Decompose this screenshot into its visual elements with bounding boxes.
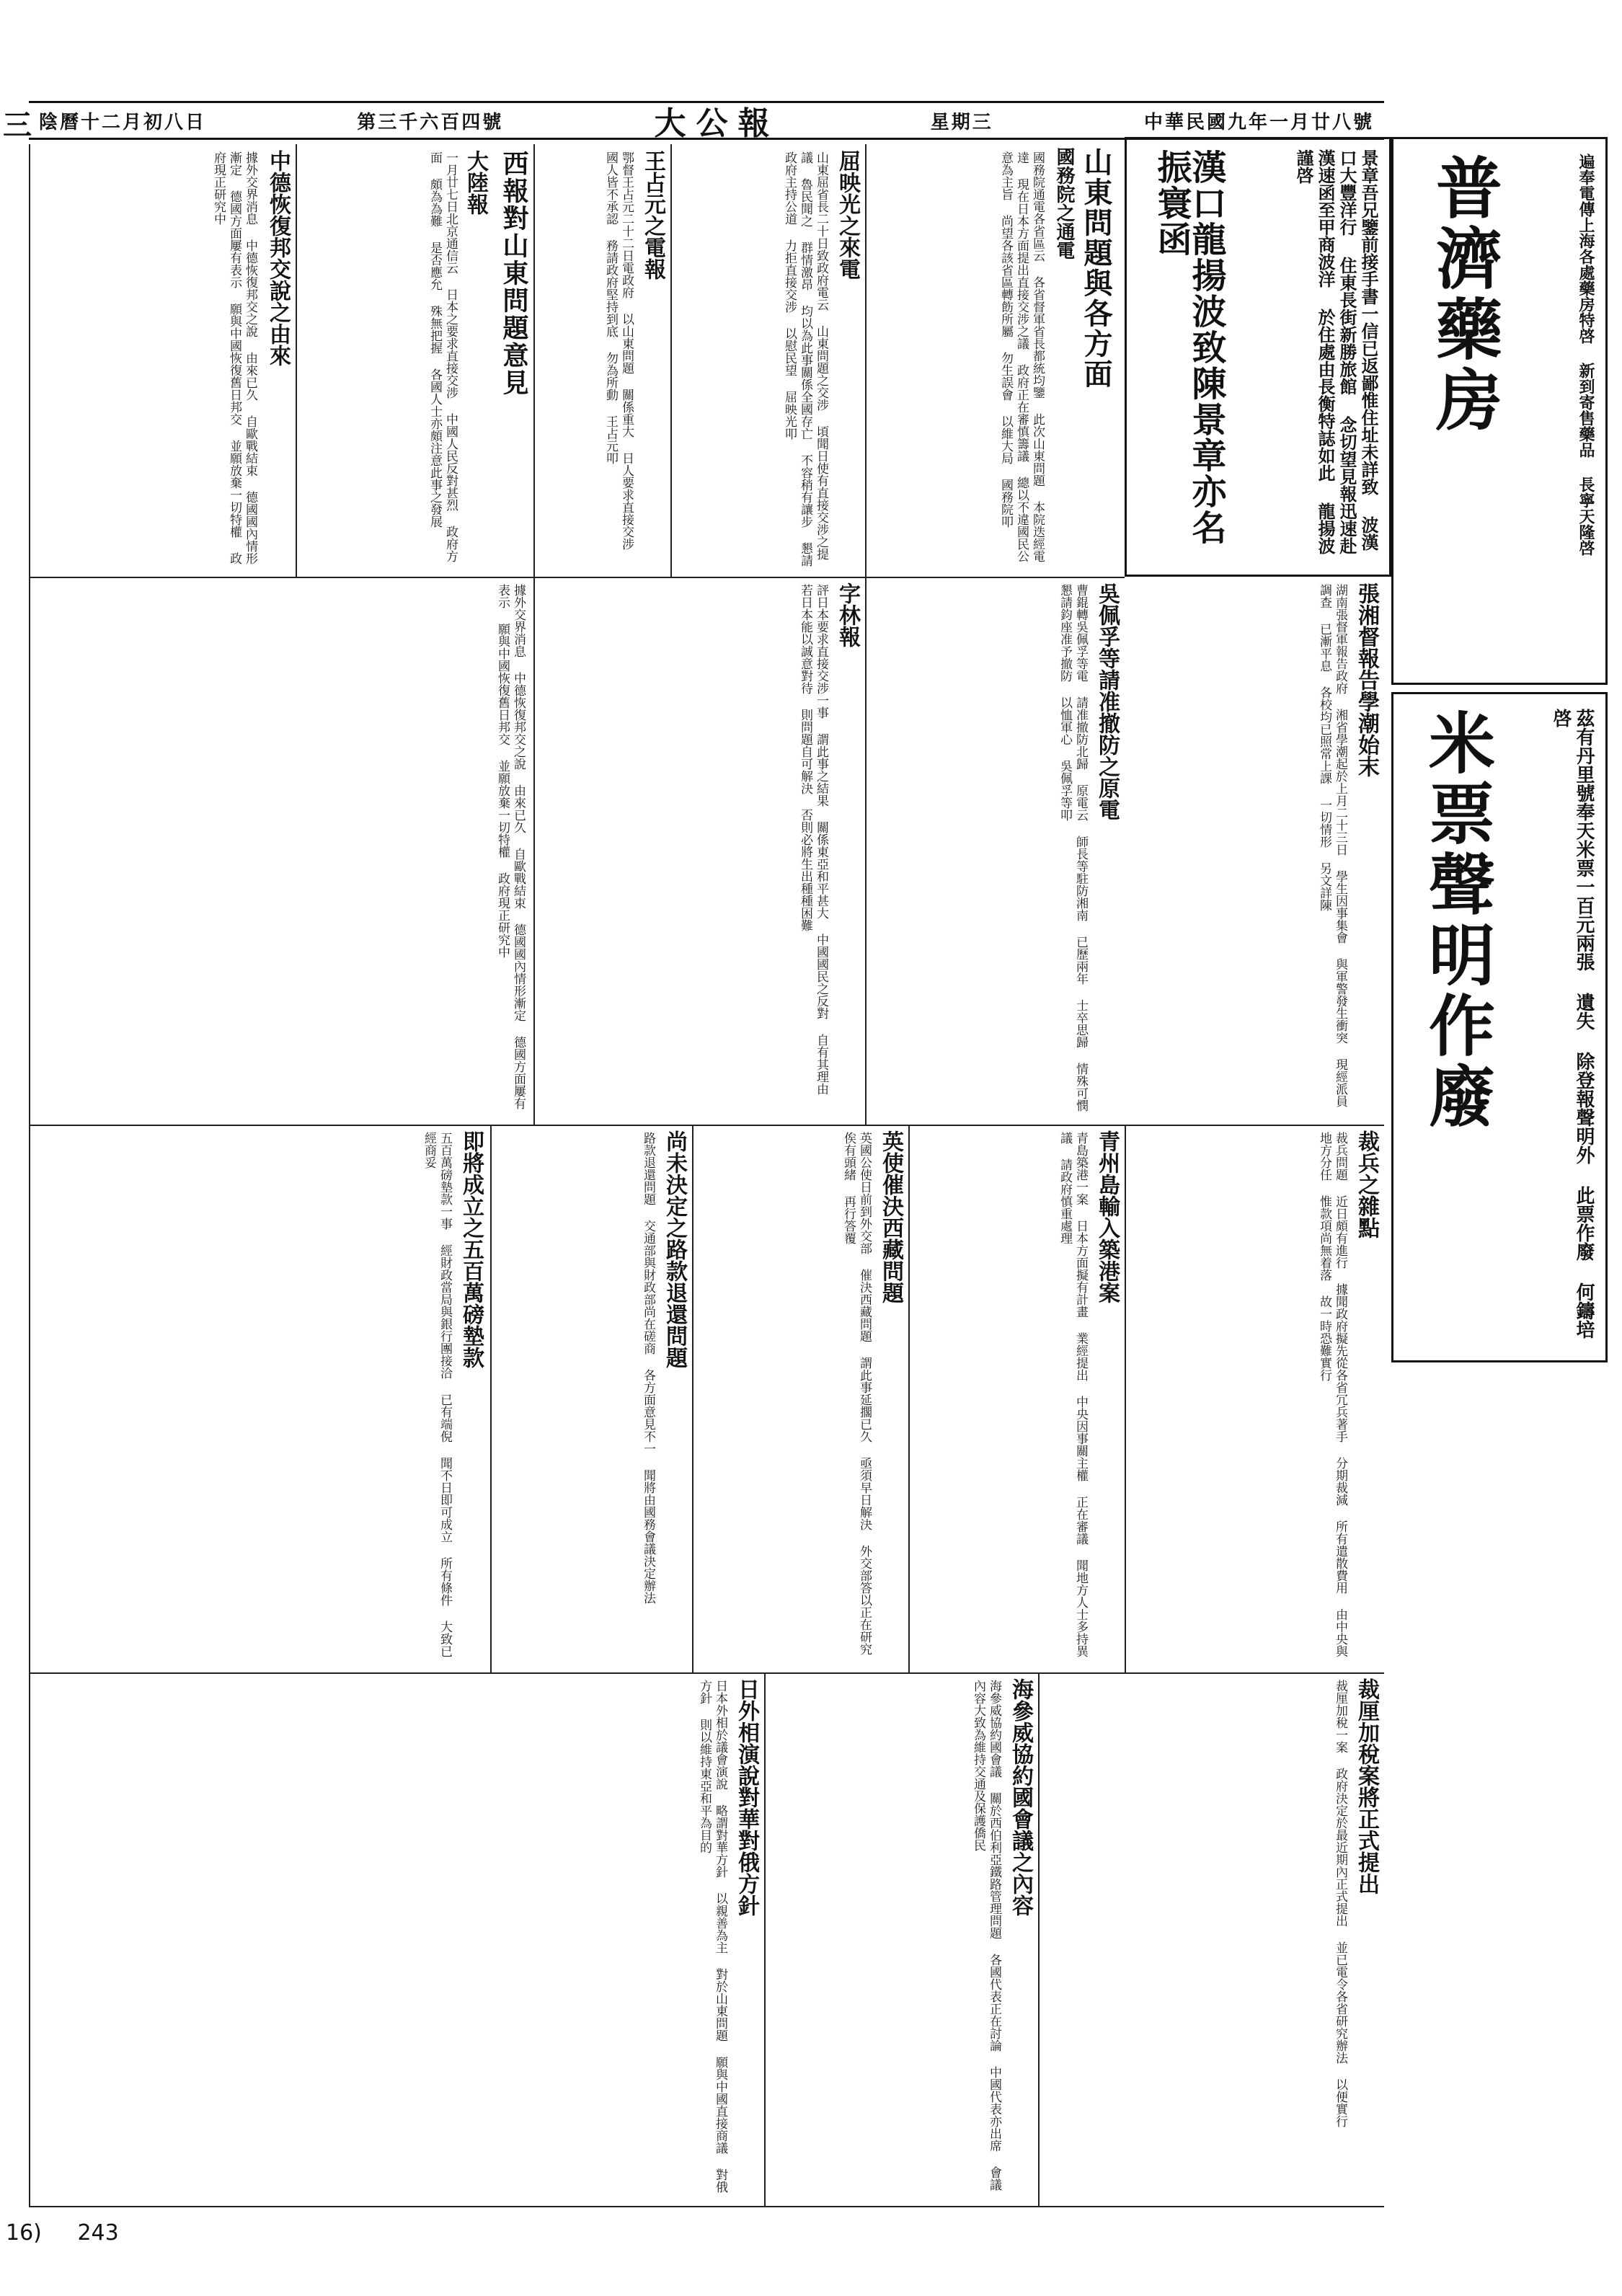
ad-top-right (1391, 137, 1608, 685)
article-headline: 裁厘加稅案將正式提出 (1354, 1678, 1379, 1894)
ad-title-pharmacy: 普濟藥房 (1425, 154, 1503, 436)
footer-mark: 16) (6, 2220, 42, 2246)
paper-name: 大公報 (654, 105, 780, 142)
article-body: 評日本要求直接交涉一事 謂此事之結果 關係東亞和平甚大 中國國民之反對 自有其理由 若日本能以誠意對待 則問題自可解決 否則必將生出種種困難 (798, 584, 828, 1095)
article-body: 國務院通電各省區云 各省督軍省長都統均鑒 此次山東問題 本院迭經電達 現在日本方面提出直接交涉之議 政府正在審慎籌議 總以不違國民公意為主旨 尚望各該省區轉飭所屬 勿生誤會 以維大局 國務院叩 (998, 151, 1045, 562)
ad-bottom-right (1391, 692, 1608, 1362)
article-body: 海參威協約國會議 關於西伯利亞鐵路管理問題 各國代表正在討論 中國代表亦出席 會議內容大致為維持交通及保護僑民 (971, 1680, 1001, 2191)
article-body: 日本外相於議會演說 略謂對華方針 以親善為主 對於山東問題 願與中國直接商議 對俄方針 則以維持東亞和平為目的 (697, 1680, 727, 2193)
weekday: 星期三 (930, 111, 993, 133)
article-body: 曹錕轉吳佩孚等電 請准撤防北歸 原電云 師長等駐防湘南 已歷兩年 士卒思歸 情殊可憫 懇請鈞座准予撤防 以恤軍心 吳佩孚等叩 (1058, 584, 1088, 1112)
article-body: 據外交界消息 中德恢復邦交之說 由來已久 自歐戰結束 德國國內情形漸定 德國方面屢有表示 願與中國恢復舊日邦交 並願放棄一切特權 政府現正研究中 (495, 584, 526, 1109)
western-date: 中華民國九年一月廿八號 (1143, 111, 1374, 133)
article-body: 裁兵問題 近日頗有進行 據聞政府擬先從各省冗兵著手 分期裁減 所有遣散費用 由中央與地方分任 惟款項尚無着落 故一時恐難實行 (1317, 1132, 1347, 1657)
article-wang-zhanyuan (533, 144, 670, 577)
article-body: 路款退還問題 交通部與財政部尚在磋商 各方面意見不一 聞將由國務會議決定辦法 (641, 1132, 655, 1604)
article-headline: 屈映光之來電 (835, 150, 860, 280)
ad-hankou (1125, 137, 1391, 577)
article-tibet (692, 1125, 908, 1672)
article-shandong-issue (865, 144, 1117, 577)
article-subheadline: 國務院之通電 (1053, 147, 1075, 260)
article-body: 鄂督王占元二十二日電政府 以山東問題 關係重大 日人要求直接交涉 國人皆不承認 務請政府堅持到底 勿為所動 王占元叩 (603, 151, 634, 550)
article-body: 一月廿七日北京通信云 日本之要求直接交涉 中國人民反對甚烈 政府方面 頗為為難 是否應允 殊無把握 各國人士亦頗注意此事之發展 (427, 151, 458, 562)
article-headline: 王占元之電報 (640, 150, 665, 280)
masthead (29, 101, 1384, 140)
article-qingdao-port (908, 1125, 1125, 1672)
article-headline: 尚未決定之路款退還問題 (662, 1130, 687, 1368)
page-number: 243 (77, 2220, 119, 2246)
ad-text-voucher: 茲有丹里號奉天米票一百元兩張 遺失 除登報聲明外 此票作廢 何鑄培啓 (1550, 709, 1595, 1339)
article-headline: 字林報 (835, 582, 860, 647)
article-headline: 張湘督報告學潮始末 (1354, 582, 1379, 777)
article-headline: 青州島輸入築港案 (1094, 1130, 1120, 1303)
page-footer (6, 2220, 148, 2246)
article-headline: 吳佩孚等請准撤防之原電 (1094, 582, 1120, 820)
article-body: 據外交界消息 中德恢復邦交之說 由來已久 自歐戰結束 德國國內情形漸定 德國方面屢有表示 願與中國恢復舊日邦交 並願放棄一切特權 政府現正研究中 (211, 151, 257, 564)
article-loan (29, 1125, 490, 1672)
article-western-press (296, 144, 533, 577)
article-railway-refund (490, 1125, 692, 1672)
article-body: 湖南張督軍報告政府 湘省學潮起於上月二十三日 學生因事集會 與軍警發生衝突 現經派員調查 已漸平息 各校均已照常上課 一切情形 另文詳陳 (1317, 584, 1347, 1107)
article-headline: 西報對山東問題意見 (499, 150, 529, 396)
article-likin-tax (1038, 1672, 1384, 2206)
article-sino-german (29, 144, 296, 577)
article-body: 五百萬磅墊款一事 經財政當局與銀行團接洽 已有端倪 聞不日即可成立 所有條件 大致已經商妥 (422, 1132, 452, 1657)
article-headline: 即將成立之五百萬磅墊款 (458, 1130, 484, 1368)
article-headline: 山東問題與各方面 (1079, 147, 1113, 389)
article-disband-troops (1125, 1125, 1384, 1672)
article-headline: 日外相演說對華對俄方針 (734, 1678, 759, 1916)
bottom-rule (29, 2206, 1384, 2207)
ad-title-voucher: 米票聲明作廢 (1418, 709, 1496, 1133)
article-headline: 海參威協約國會議之內容 (1008, 1678, 1033, 1916)
article-headline: 裁兵之雜點 (1354, 1130, 1379, 1238)
article-body: 英國公使日前到外交部 催決西藏問題 謂此事延擱已久 亟須早日解決 外交部答以正在研究 俟有頭緒 再行答覆 (841, 1132, 872, 1655)
article-japan-fm (29, 1672, 764, 2206)
article-body: 裁厘加稅一案 政府決定於最近期內正式提出 並已電令各省研究辦法 以便實行 (1333, 1680, 1347, 2127)
article-headline: 英使催決西藏問題 (878, 1130, 903, 1303)
article-band2-left (29, 577, 533, 1125)
article-vladivostok (764, 1672, 1038, 2206)
ad-title-hankou: 漢口龍揚波致陳景章亦名振寰函 (1151, 149, 1226, 546)
article-subheadline: 大陸報 (463, 150, 488, 215)
article-zilin-report (533, 577, 865, 1125)
article-hunan-student (1125, 577, 1384, 1125)
article-wu-peifu (865, 577, 1125, 1125)
article-headline: 中德恢復邦交說之由來 (265, 150, 291, 366)
lunar-date: 陰曆十二月初八日 (39, 111, 207, 133)
page-marker: 三 (3, 108, 32, 142)
ad-text-pharmacy: 遍奉電傳上海各處藥房特啓 新到寄售藥品 長寧天隆啓 (1577, 154, 1595, 556)
issue-number: 第三千六百四號 (357, 111, 504, 133)
article-qu-yingguang (670, 144, 865, 577)
ad-text-hankou: 景章吾兄鑒前接手書一信已返鄙惟住址未詳致 波漢口大豐洋行 住東長街新勝旅館 念切望見報迅速赴漢速函至甲商波洋 於住處由長衡特誌如此 龍揚波謹啓 (1293, 149, 1379, 554)
article-body: 青島築港一案 日本方面擬有計畫 業經提出 中央因事關主權 正在審議 聞地方人士多持異議 請政府慎重處理 (1058, 1132, 1088, 1657)
article-body: 山東屈省長二十日致政府電云 山東問題之交涉 頃聞日使有直接交涉之提議 魯民聞之 群情激昂 均以為此事關係全國存亡 不容稍有讓步 懇請政府主持公道 力拒直接交涉 以慰民望 屈映光叩 (782, 151, 828, 567)
